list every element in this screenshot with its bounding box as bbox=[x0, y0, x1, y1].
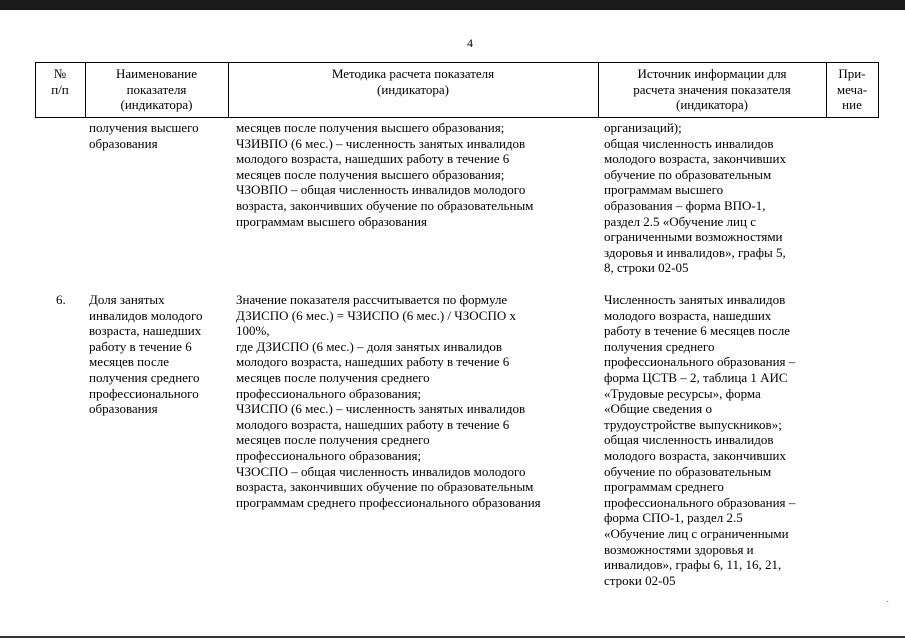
header-name: Наименование показателя (индикатора) bbox=[116, 66, 197, 113]
row-method: Значение показателя рассчитывается по формуле ДЗИСПО (6 мес.) = ЧЗИСПО (6 мес.) / ЧЗОСПО х 100%, где ДЗИСПО (6 мес.) – доля занятых инвалидов молодого возраста, нашедших работу в течение 6 месяцев после получения среднего профессионального образования; ЧЗИСПО (6 мес.) – численность занятых инвалидов молодого возраста, нашедших работу в течение 6 месяцев после получения среднего профессионального образования; ЧЗОСПО – общая численность инвалидов молодого возраста, закончивших обучение по образовательным программам среднего профессионального образования bbox=[236, 292, 541, 510]
row-name: получения высшего образования bbox=[89, 120, 199, 151]
table-right-border bbox=[878, 62, 879, 118]
table-top-border bbox=[35, 62, 878, 63]
row-method: месяцев после получения высшего образования; ЧЗИВПО (6 мес.) – численность занятых инвалидов молодого возраста, нашедших работу в течение 6 месяцев после получения высшего образования; ЧЗОВПО – общая численность инвалидов молодого возраста, закончивших обучение по образовательным программам высшего образования bbox=[236, 120, 534, 229]
row-name: Доля занятых инвалидов молодого возраста, нашедших работу в течение 6 месяцев после получения среднего профессионального образования bbox=[89, 292, 203, 417]
page-number: 4 bbox=[467, 36, 473, 50]
scan-top-edge bbox=[0, 0, 905, 10]
scan-speck: ˙ bbox=[886, 600, 890, 611]
row-source: Численность занятых инвалидов молодого возраста, нашедших работу в течение 6 месяцев после получения среднего профессионального образования – форма ЦСТВ – 2, таблица 1 АИС «Трудовые ресурсы», форма «Общие сведения о трудоустройстве выпускников»; общая численность инвалидов молодого возраста, закончивших обучение по образовательным программам среднего профессионального образования – форма СПО-1, раздел 2.5 «Обучение лиц с ограниченными возможностями здоровья и инвалидов», графы 6, 11, 16, 21, строки 02-05 bbox=[604, 292, 796, 588]
header-number: № п/п bbox=[51, 66, 69, 97]
row-number: 6. bbox=[56, 292, 66, 307]
scan-bottom-edge bbox=[0, 636, 905, 638]
header-method: Методика расчета показателя (индикатора) bbox=[331, 66, 495, 97]
header-note: При- меча- ние bbox=[836, 66, 868, 113]
row-source: организаций); общая численность инвалидов молодого возраста, закончивших обучение по образовательным программам высшего образования – форма ВПО-1, раздел 2.5 «Обучение лиц с ограниченными возможностями здоровья и инвалидов», графы 5, 8, строки 02-05 bbox=[604, 120, 786, 276]
header-source: Источник информации для расчета значения показателя (индикатора) bbox=[633, 66, 791, 113]
header-bottom-border bbox=[35, 117, 878, 118]
